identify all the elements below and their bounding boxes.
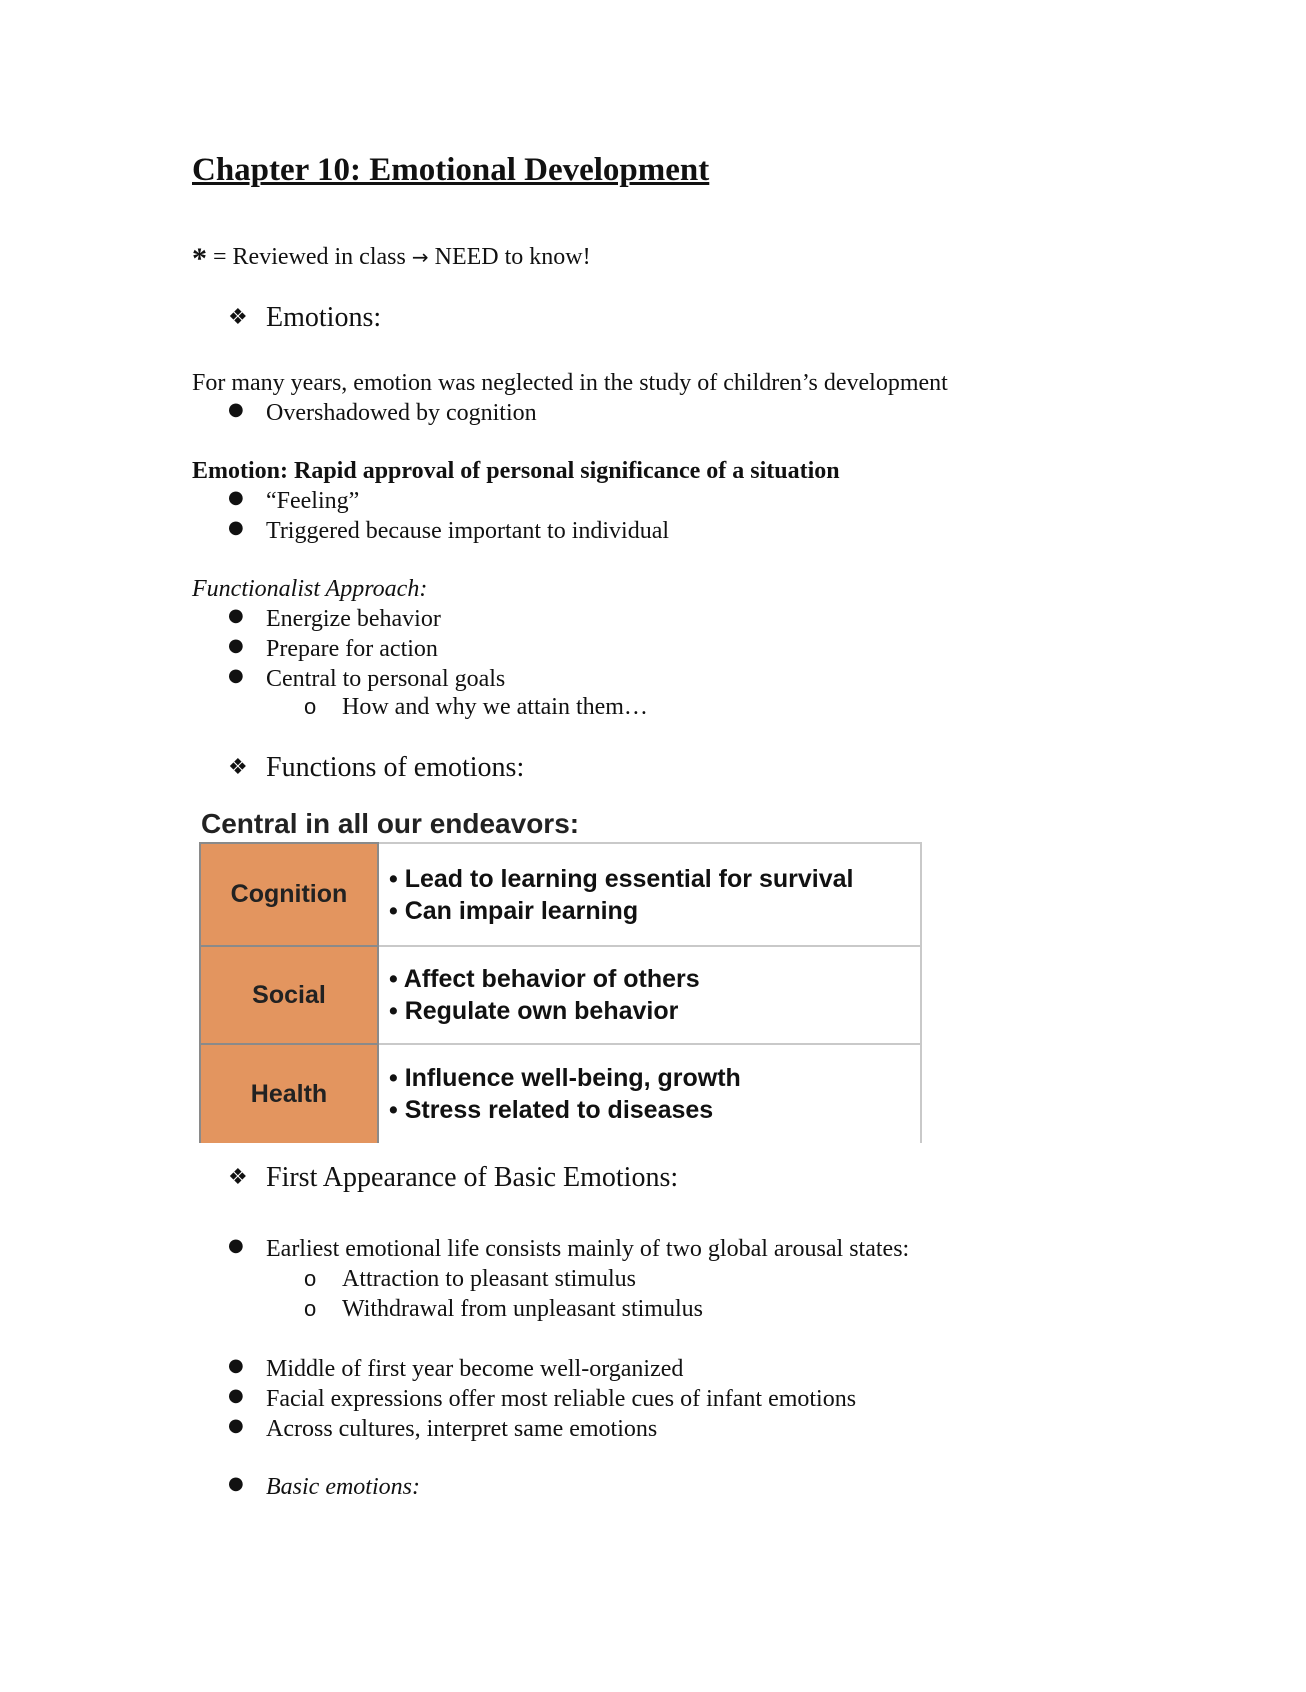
list-item-text: Basic emotions: (266, 1474, 420, 1500)
legend-text-a: Reviewed in class (232, 244, 406, 270)
point: • Stress related to diseases (389, 1096, 714, 1124)
list-item-text: Across cultures, interpret same emotions (266, 1416, 658, 1442)
heading-text: Functions of emotions: (266, 752, 525, 783)
bullet-icon: ● (228, 605, 244, 626)
section-heading-emotions (228, 302, 381, 334)
circle-icon: o (304, 1296, 317, 1321)
list-item (228, 1415, 658, 1443)
page-title: Chapter 10: Emotional Development (192, 152, 710, 188)
point: • Influence well-being, growth (389, 1064, 741, 1092)
bullet-icon: ● (228, 1415, 244, 1436)
list-item (228, 1385, 857, 1413)
category-cell: Social (200, 946, 378, 1044)
list-item-text: Middle of first year become well-organized (266, 1356, 684, 1382)
description-cell (378, 946, 921, 1044)
table-row (200, 1044, 921, 1143)
sub-list-item-text: Attraction to pleasant stimulus (342, 1266, 636, 1292)
bullet-icon: ● (228, 517, 244, 538)
bullet-icon: ● (228, 1235, 244, 1256)
list-item-text: Overshadowed by cognition (266, 400, 537, 426)
list-item-text: Facial expressions offer most reliable cues of infant emotions (266, 1386, 857, 1412)
list-item (228, 1473, 420, 1501)
approach-label: Functionalist Approach: (192, 576, 428, 602)
legend-equals: = (213, 244, 227, 270)
bullet-icon: ● (228, 1385, 244, 1406)
list-item (228, 517, 670, 545)
bullet-icon: ● (228, 665, 244, 686)
legend-text-b: NEED to know! (434, 244, 591, 270)
list-item-text: Central to personal goals (266, 666, 506, 692)
list-item (228, 1235, 910, 1263)
section-heading-first-appearance (228, 1162, 678, 1194)
sub-list-item-text: Withdrawal from unpleasant stimulus (342, 1296, 703, 1322)
star-icon: * (192, 242, 207, 275)
circle-icon: o (304, 694, 317, 719)
point: • Affect behavior of others (389, 965, 700, 993)
list-item-text: “Feeling” (266, 488, 360, 514)
list-item-text: Prepare for action (266, 636, 438, 662)
sub-list-item (304, 1296, 703, 1323)
heading-text: Emotions: (266, 302, 382, 333)
bullet-icon: ● (228, 635, 244, 656)
bullet-icon: ● (228, 1473, 244, 1494)
bullet-icon: ● (228, 399, 244, 420)
list-item (228, 399, 537, 427)
description-cell (378, 1044, 921, 1143)
table-row (200, 946, 921, 1044)
legend-line (192, 238, 591, 275)
bullet-icon: ● (228, 1355, 244, 1376)
sub-list-item (304, 1266, 636, 1293)
list-item (228, 665, 506, 693)
sub-list-item-text: How and why we attain them… (342, 694, 648, 720)
description-cell (378, 843, 921, 946)
point: • Regulate own behavior (389, 997, 679, 1025)
list-item (228, 605, 441, 633)
functions-table (199, 842, 922, 1143)
category-cell: Cognition (200, 843, 378, 946)
sub-list-item (304, 694, 648, 721)
definition: Emotion: Rapid approval of personal significance of a situation (192, 458, 840, 484)
table-row (200, 843, 921, 946)
section-heading-functions (228, 752, 524, 784)
category-cell: Health (200, 1044, 378, 1143)
point: • Can impair learning (389, 896, 639, 925)
diamond-icon: ❖ (228, 305, 248, 330)
list-item-text: Earliest emotional life consists mainly of two global arousal states: (266, 1236, 910, 1262)
bullet-icon: ● (228, 487, 244, 508)
arrow-right-icon: → (411, 245, 429, 269)
diamond-icon: ❖ (228, 755, 248, 780)
diamond-icon: ❖ (228, 1165, 248, 1190)
list-item (228, 635, 438, 663)
list-item (228, 487, 360, 515)
list-item (228, 1355, 684, 1383)
intro-paragraph: For many years, emotion was neglected in the study of children’s development (192, 370, 948, 396)
list-item-text: Energize behavior (266, 606, 441, 632)
heading-text: First Appearance of Basic Emotions: (266, 1162, 679, 1193)
circle-icon: o (304, 1266, 317, 1291)
list-item-text: Triggered because important to individual (266, 518, 670, 544)
point: • Lead to learning essential for survival (389, 864, 854, 893)
functions-subheading: Central in all our endeavors: (201, 808, 580, 839)
